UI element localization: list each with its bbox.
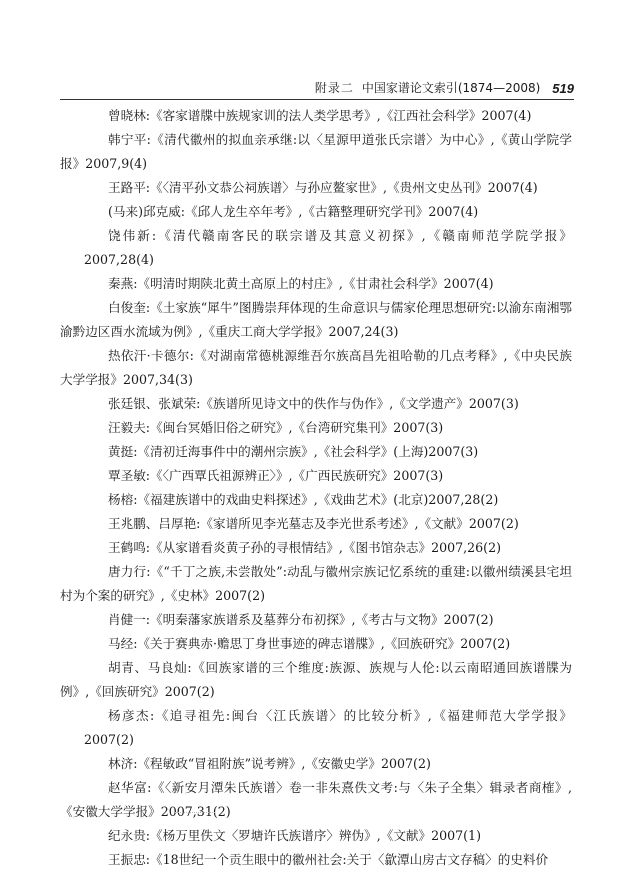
- citation-entry: 杨榕:《福建族谱中的戏曲史料探述》,《戏曲艺术》(北京)2007,28(2): [108, 492, 499, 507]
- citation-entry: 热依汗·卡德尔:《对湖南常德桃源维吾尔族高昌先祖哈勒的几点考释》,《中央民族大学学报》2007,34(3): [60, 348, 572, 387]
- citation-entry: 王鹤鸣:《从家谱看炎黄子孙的寻根情结》,《图书馆杂志》2007,26(2): [108, 540, 502, 555]
- scan-artifact: [175, 812, 215, 817]
- citation-entry: 王兆鹏、吕厚艳:《家谱所见李光墓志及李光世系考述》,《文献》2007(2): [108, 516, 519, 531]
- citation-entry: 曾晓林:《客家谱牒中族规家训的法人类学思考》,《江西社会科学》2007(4): [108, 108, 532, 123]
- citation-entry: 王振忠:《18世纪一个贡生眼中的徽州社会:关于〈歙潭山房古文存稿〉的史料价: [108, 852, 549, 867]
- citation-entry: 黄挺:《清初迁海事件中的潮州宗族》,《社会科学》(上海)2007(3): [108, 444, 479, 459]
- running-header: [60, 68, 574, 100]
- citation-entry: 张廷银、张斌荣:《族谱所见诗文中的佚作与伪作》,《文学遗产》2007(3): [108, 396, 519, 411]
- citation-entry: 覃圣敏:《〈广西覃氏祖源辨正〉》,《广西民族研究》2007(3): [108, 468, 444, 483]
- section-label: 附录二: [314, 81, 354, 95]
- citation-entry: 韩宁平:《清代徽州的拟血亲承继:以〈星源甲道张氏宗谱〉为中心》,《黄山学院学报》2007,9(4): [60, 132, 572, 171]
- citation-entry: 纪永贵:《杨万里佚文〈罗塘许氏族谱序〉辨伪》,《文献》2007(1): [108, 828, 481, 843]
- citation-entry: 胡青、马良灿:《回族家谱的三个维度:族源、族规与人伦:以云南昭通回族谱牒为例》,《回族研究》2007(2): [60, 660, 572, 699]
- citation-entry: 杨彦杰:《追寻祖先:闽台〈江氏族谱〉的比较分析》,《福建师范大学学报》2007(2): [84, 708, 572, 747]
- citation-entry: 肖健一:《明秦藩家族谱系及墓葬分布初探》,《考古与文物》2007(2): [108, 612, 494, 627]
- citation-entry: 林济:《程敏政“冒祖附族”说考辨》,《安徽史学》2007(2): [108, 756, 431, 771]
- citation-entry: 马经:《关于赛典赤·赡思丁身世事迹的碑志谱牒》,《回族研究》2007(2): [108, 636, 511, 651]
- citation-entry: 王路平:《〈清平孙文恭公祠族谱〉与孙应鳌家世》,《贵州文史丛刊》2007(4): [108, 180, 538, 195]
- citation-entry: 汪毅夫:《闽台冥婚旧俗之研究》,《台湾研究集刊》2007(3): [108, 420, 444, 435]
- citation-entry: (马来)邱克威:《邱人龙生卒年考》,《古籍整理研究学刊》2007(4): [108, 204, 479, 219]
- citation-entry: 秦燕:《明清时期陕北黄土高原上的村庄》,《甘肃社会科学》2007(4): [108, 276, 494, 291]
- citation-entry: 赵华富:《〈新安月潭朱氏族谱〉卷一非朱熹佚文考:与〈朱子全集〉辑录者商榷》,《安徽大学学报》2007,31(2): [60, 780, 572, 819]
- page-number: 519: [552, 81, 574, 96]
- header-title: 中国家谱论文索引(1874—2008): [361, 81, 541, 95]
- citation-entry: 白俊奎:《土家族“犀牛”图腾崇拜体现的生命意识与儒家伦理思想研究:以渝东南湘鄂渝黔边区酉水流域为例》,《重庆工商大学学报》2007,24(3): [60, 300, 572, 339]
- citation-list: [60, 104, 572, 872]
- citation-entry: 饶伟新:《清代赣南客民的联宗谱及其意义初探》,《赣南师范学院学报》2007,28(4): [84, 228, 572, 267]
- citation-entry: 唐力行:《“千丁之族,未尝散处”:动乱与徽州宗族记忆系统的重建:以徽州绩溪县宅坦村为个案的研究》,《史林》2007(2): [60, 564, 572, 603]
